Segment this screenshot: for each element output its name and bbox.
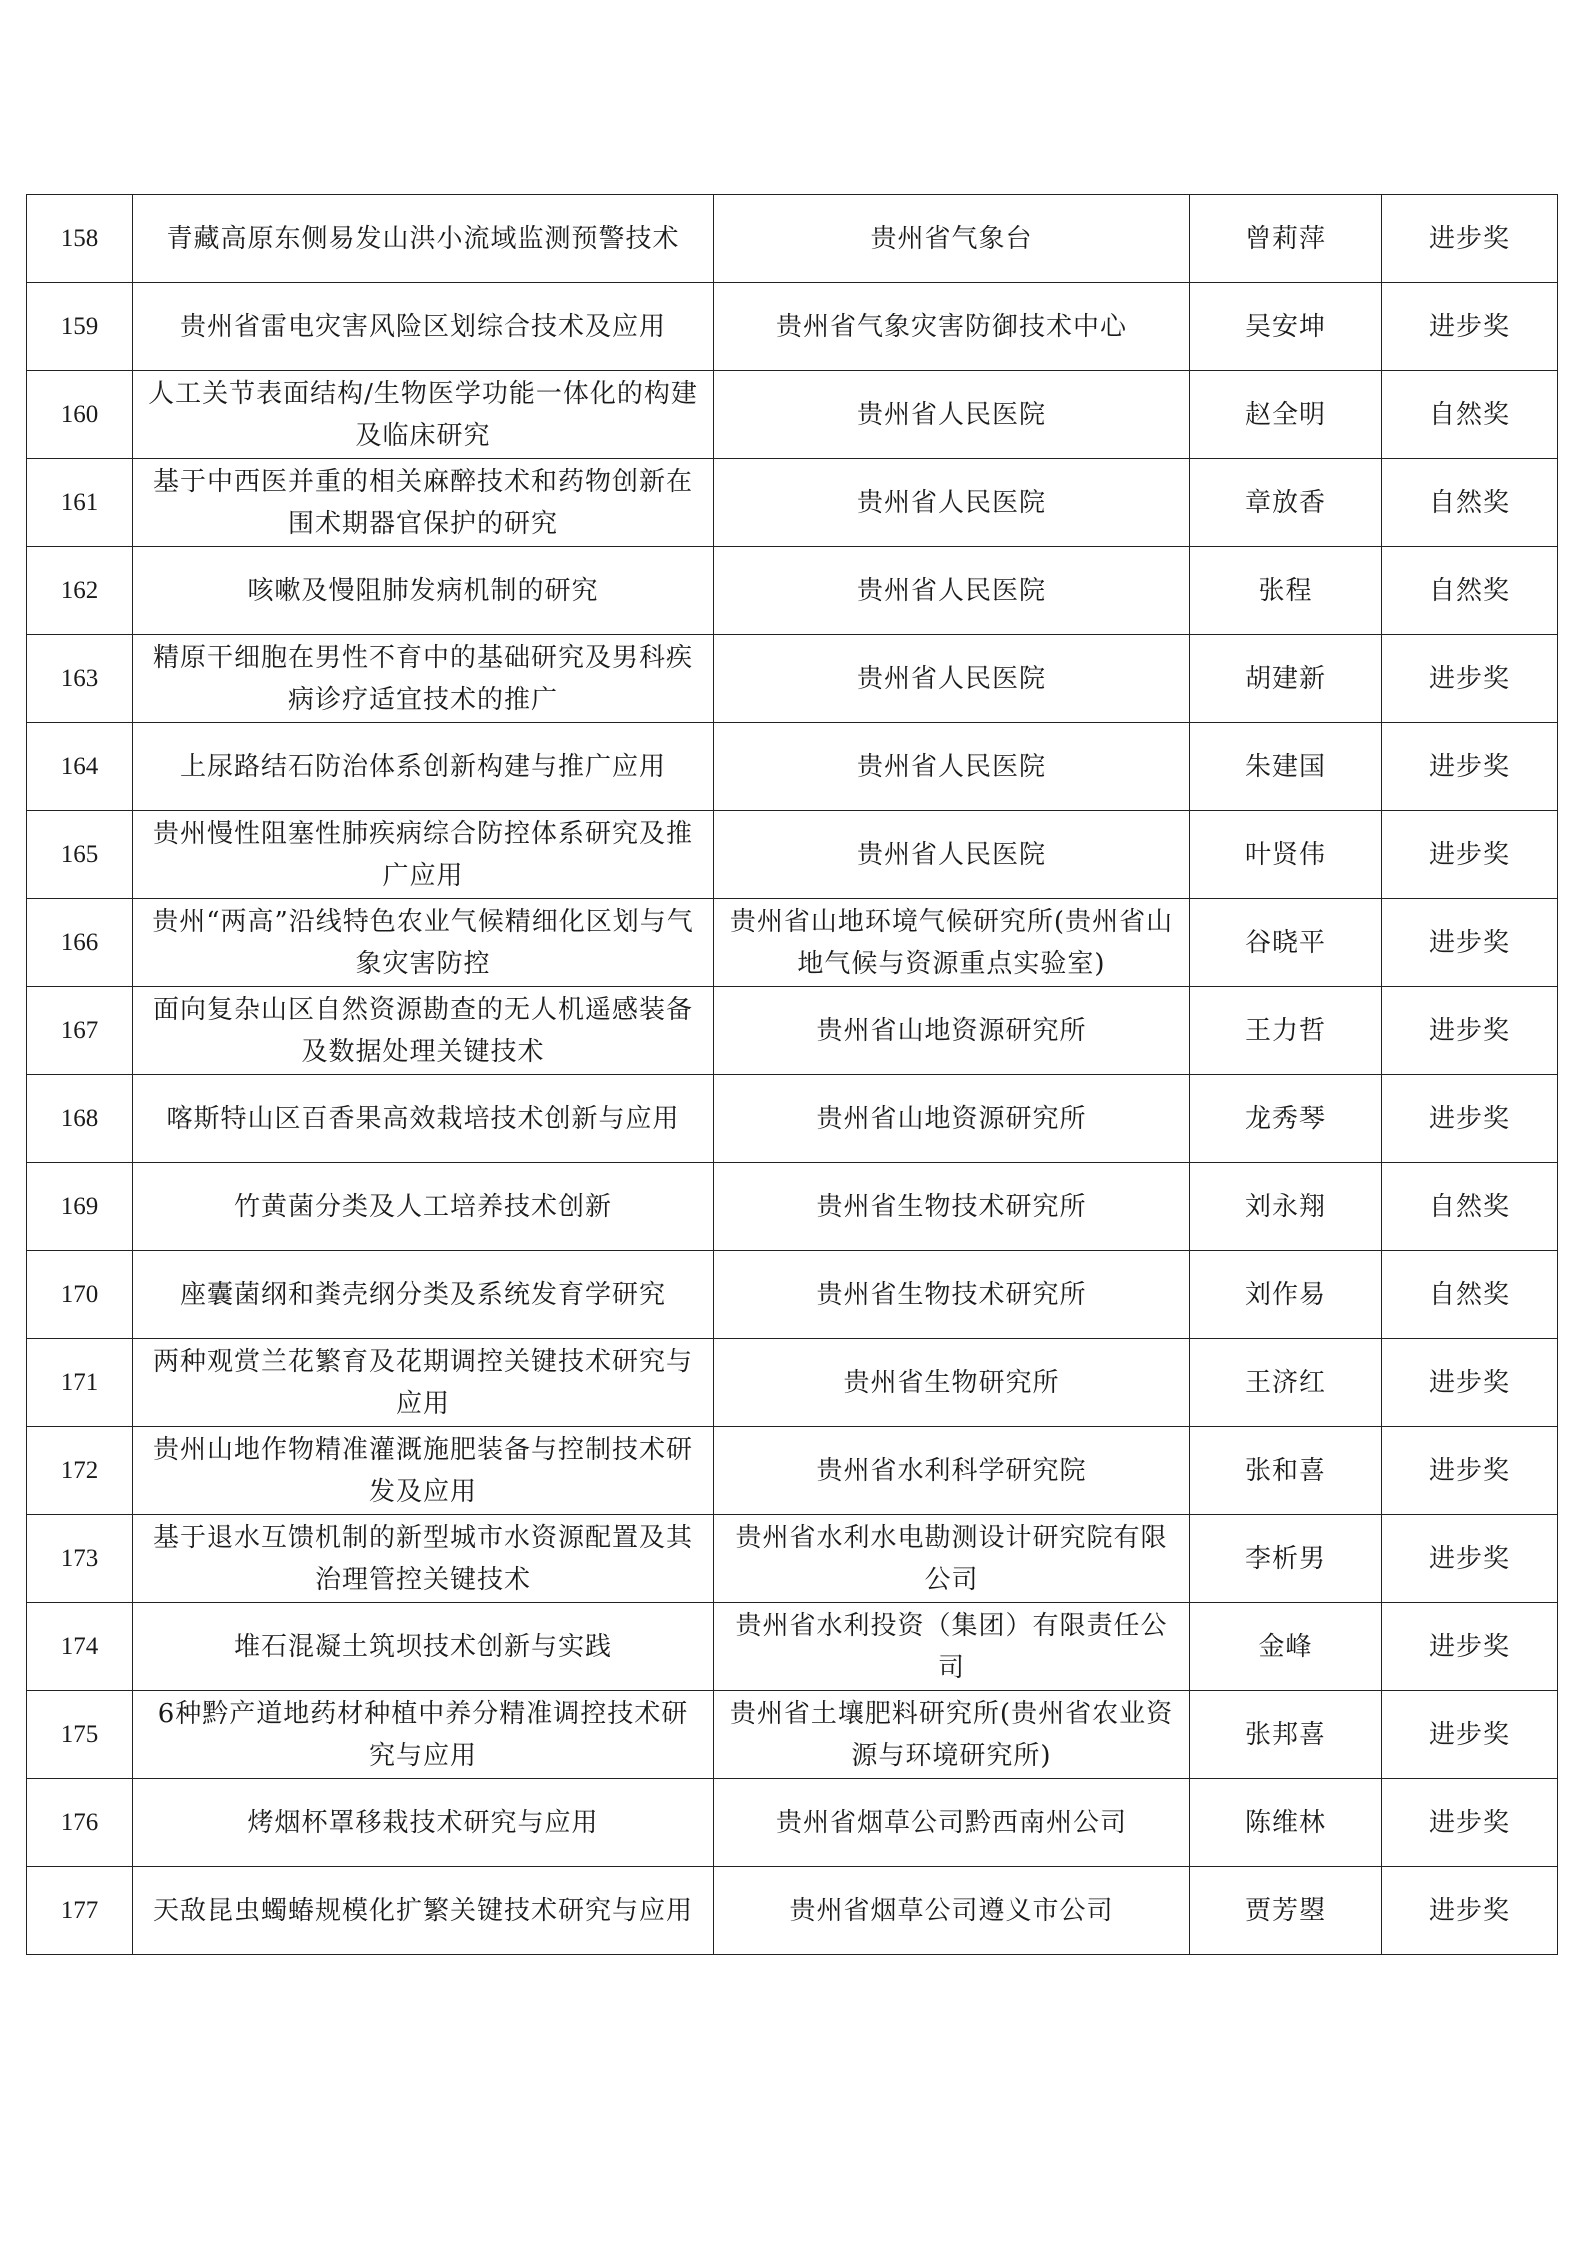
table-row	[27, 1603, 1558, 1691]
table-row	[27, 811, 1558, 899]
table-row	[27, 1779, 1558, 1867]
completer-name: 王济红	[1190, 1339, 1382, 1427]
table-row	[27, 283, 1558, 371]
project-title: 贵州山地作物精准灌溉施肥装备与控制技术研发及应用	[133, 1427, 714, 1515]
completing-unit: 贵州省水利投资（集团）有限责任公司	[714, 1603, 1190, 1691]
award-type: 进步奖	[1382, 635, 1558, 723]
row-number: 172	[27, 1427, 133, 1515]
row-number: 168	[27, 1075, 133, 1163]
completer-name: 叶贤伟	[1190, 811, 1382, 899]
award-type: 进步奖	[1382, 283, 1558, 371]
completer-name: 陈维林	[1190, 1779, 1382, 1867]
completing-unit: 贵州省人民医院	[714, 723, 1190, 811]
completing-unit: 贵州省水利水电勘测设计研究院有限公司	[714, 1515, 1190, 1603]
award-type: 进步奖	[1382, 723, 1558, 811]
completer-name: 赵全明	[1190, 371, 1382, 459]
table-row	[27, 1691, 1558, 1779]
completing-unit: 贵州省烟草公司遵义市公司	[714, 1867, 1190, 1955]
table-row	[27, 1339, 1558, 1427]
table-row	[27, 1427, 1558, 1515]
project-title: 基于中西医并重的相关麻醉技术和药物创新在围术期器官保护的研究	[133, 459, 714, 547]
table-row	[27, 1075, 1558, 1163]
row-number: 175	[27, 1691, 133, 1779]
row-number: 163	[27, 635, 133, 723]
completer-name: 吴安坤	[1190, 283, 1382, 371]
completing-unit: 贵州省人民医院	[714, 459, 1190, 547]
row-number: 160	[27, 371, 133, 459]
award-type: 进步奖	[1382, 1779, 1558, 1867]
project-title: 堆石混凝土筑坝技术创新与实践	[133, 1603, 714, 1691]
completer-name: 曾莉萍	[1190, 195, 1382, 283]
completing-unit: 贵州省土壤肥料研究所(贵州省农业资源与环境研究所)	[714, 1691, 1190, 1779]
project-title: 6种黔产道地药材种植中养分精准调控技术研究与应用	[133, 1691, 714, 1779]
project-title: 喀斯特山区百香果高效栽培技术创新与应用	[133, 1075, 714, 1163]
award-type: 自然奖	[1382, 459, 1558, 547]
award-type: 进步奖	[1382, 195, 1558, 283]
table-row	[27, 547, 1558, 635]
row-number: 170	[27, 1251, 133, 1339]
project-title: 座囊菌纲和粪壳纲分类及系统发育学研究	[133, 1251, 714, 1339]
completing-unit: 贵州省生物研究所	[714, 1339, 1190, 1427]
table-row	[27, 1515, 1558, 1603]
table-row	[27, 371, 1558, 459]
award-type: 进步奖	[1382, 1515, 1558, 1603]
completing-unit: 贵州省人民医院	[714, 371, 1190, 459]
completing-unit: 贵州省山地资源研究所	[714, 1075, 1190, 1163]
award-type: 进步奖	[1382, 1075, 1558, 1163]
completer-name: 王力哲	[1190, 987, 1382, 1075]
award-type: 进步奖	[1382, 1339, 1558, 1427]
award-type: 进步奖	[1382, 1427, 1558, 1515]
table-row	[27, 1867, 1558, 1955]
completing-unit: 贵州省山地环境气候研究所(贵州省山地气候与资源重点实验室)	[714, 899, 1190, 987]
completer-name: 贾芳曌	[1190, 1867, 1382, 1955]
row-number: 169	[27, 1163, 133, 1251]
award-type: 自然奖	[1382, 1251, 1558, 1339]
table-body	[27, 195, 1558, 1955]
row-number: 167	[27, 987, 133, 1075]
completer-name: 李析男	[1190, 1515, 1382, 1603]
completer-name: 张和喜	[1190, 1427, 1382, 1515]
project-title: 两种观赏兰花繁育及花期调控关键技术研究与应用	[133, 1339, 714, 1427]
project-title: 贵州“两高”沿线特色农业气候精细化区划与气象灾害防控	[133, 899, 714, 987]
row-number: 173	[27, 1515, 133, 1603]
row-number: 166	[27, 899, 133, 987]
project-title: 精原干细胞在男性不育中的基础研究及男科疾病诊疗适宜技术的推广	[133, 635, 714, 723]
table-row	[27, 987, 1558, 1075]
completer-name: 刘作易	[1190, 1251, 1382, 1339]
completing-unit: 贵州省水利科学研究院	[714, 1427, 1190, 1515]
completer-name: 章放香	[1190, 459, 1382, 547]
row-number: 159	[27, 283, 133, 371]
completer-name: 谷晓平	[1190, 899, 1382, 987]
completer-name: 金峰	[1190, 1603, 1382, 1691]
award-type: 进步奖	[1382, 1691, 1558, 1779]
project-title: 基于退水互馈机制的新型城市水资源配置及其治理管控关键技术	[133, 1515, 714, 1603]
table-row	[27, 195, 1558, 283]
award-type: 进步奖	[1382, 899, 1558, 987]
project-title: 贵州省雷电灾害风险区划综合技术及应用	[133, 283, 714, 371]
project-title: 上尿路结石防治体系创新构建与推广应用	[133, 723, 714, 811]
completing-unit: 贵州省人民医院	[714, 547, 1190, 635]
award-type: 进步奖	[1382, 1867, 1558, 1955]
row-number: 177	[27, 1867, 133, 1955]
award-type: 自然奖	[1382, 371, 1558, 459]
row-number: 171	[27, 1339, 133, 1427]
award-type: 进步奖	[1382, 987, 1558, 1075]
award-type: 自然奖	[1382, 1163, 1558, 1251]
project-title: 贵州慢性阻塞性肺疾病综合防控体系研究及推广应用	[133, 811, 714, 899]
project-title: 咳嗽及慢阻肺发病机制的研究	[133, 547, 714, 635]
project-title: 人工关节表面结构/生物医学功能一体化的构建及临床研究	[133, 371, 714, 459]
completing-unit: 贵州省烟草公司黔西南州公司	[714, 1779, 1190, 1867]
table-row	[27, 635, 1558, 723]
completing-unit: 贵州省生物技术研究所	[714, 1163, 1190, 1251]
table-row	[27, 1251, 1558, 1339]
table-row	[27, 459, 1558, 547]
row-number: 161	[27, 459, 133, 547]
table-row	[27, 1163, 1558, 1251]
table-row	[27, 899, 1558, 987]
completer-name: 朱建国	[1190, 723, 1382, 811]
award-type: 进步奖	[1382, 1603, 1558, 1691]
project-title: 竹黄菌分类及人工培养技术创新	[133, 1163, 714, 1251]
row-number: 158	[27, 195, 133, 283]
completer-name: 龙秀琴	[1190, 1075, 1382, 1163]
completer-name: 张邦喜	[1190, 1691, 1382, 1779]
completer-name: 胡建新	[1190, 635, 1382, 723]
award-type: 自然奖	[1382, 547, 1558, 635]
row-number: 174	[27, 1603, 133, 1691]
completer-name: 张程	[1190, 547, 1382, 635]
project-title: 面向复杂山区自然资源勘查的无人机遥感装备及数据处理关键技术	[133, 987, 714, 1075]
completing-unit: 贵州省山地资源研究所	[714, 987, 1190, 1075]
row-number: 165	[27, 811, 133, 899]
award-type: 进步奖	[1382, 811, 1558, 899]
completing-unit: 贵州省人民医院	[714, 811, 1190, 899]
completing-unit: 贵州省气象台	[714, 195, 1190, 283]
project-title: 青藏高原东侧易发山洪小流域监测预警技术	[133, 195, 714, 283]
row-number: 164	[27, 723, 133, 811]
project-title: 烤烟杯罩移栽技术研究与应用	[133, 1779, 714, 1867]
completing-unit: 贵州省生物技术研究所	[714, 1251, 1190, 1339]
completing-unit: 贵州省人民医院	[714, 635, 1190, 723]
table-row	[27, 723, 1558, 811]
completing-unit: 贵州省气象灾害防御技术中心	[714, 283, 1190, 371]
awards-table	[26, 194, 1558, 1955]
row-number: 176	[27, 1779, 133, 1867]
project-title: 天敌昆虫蠋蝽规模化扩繁关键技术研究与应用	[133, 1867, 714, 1955]
row-number: 162	[27, 547, 133, 635]
completer-name: 刘永翔	[1190, 1163, 1382, 1251]
